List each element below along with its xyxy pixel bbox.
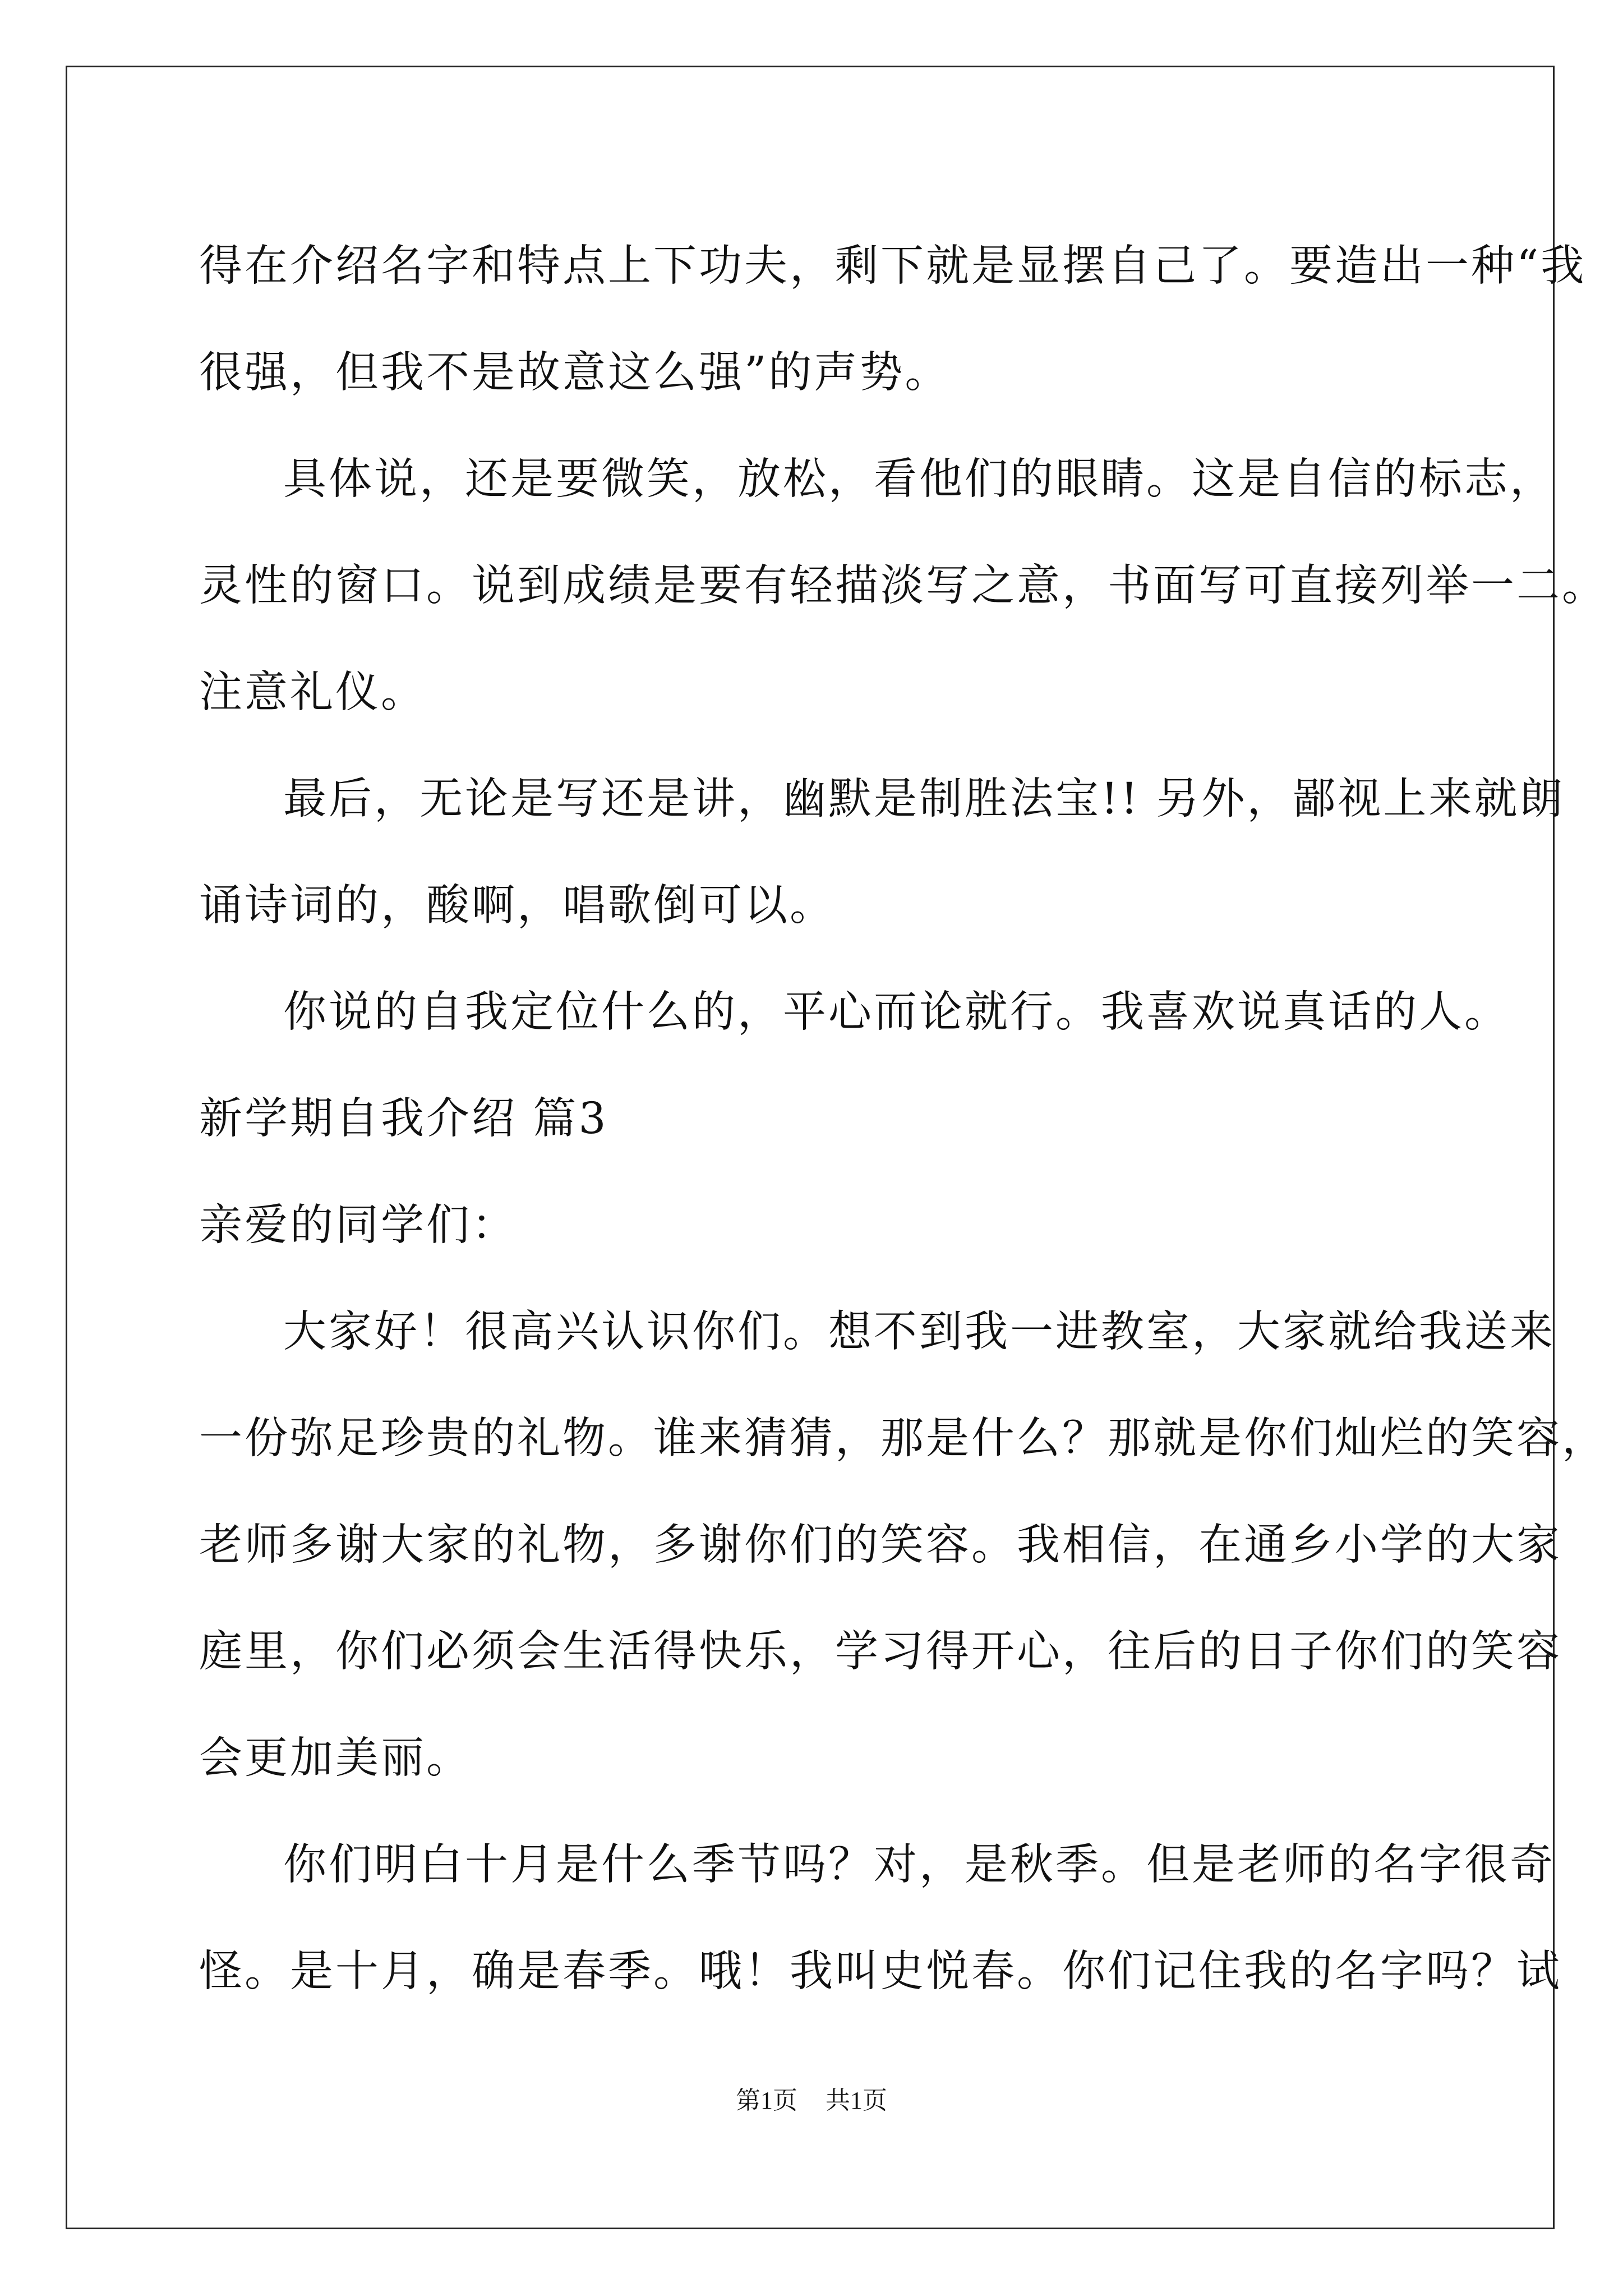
document-body [199, 213, 1607, 2025]
page-total: 共1页 [826, 2087, 887, 2114]
text-line: 诵诗词的，酸啊，唱歌倒可以。 [199, 881, 835, 931]
text-line: 老师多谢大家的礼物，多谢你们的笑容。我相信，在通乡小学的大家 [199, 1520, 1562, 1570]
page-footer [0, 2084, 1623, 2118]
text-line: 得在介绍名字和特点上下功夫，剩下就是显摆自己了。要造出一种“我 [199, 241, 1587, 291]
text-line: 你说的自我定位什么的，平心而论就行。我喜欢说真话的人。 [283, 987, 1510, 1037]
text-line: 具体说，还是要微笑，放松，看他们的眼睛。这是自信的标志， [283, 454, 1555, 504]
text-line: 一份弥足珍贵的礼物。谁来猜猜，那是什么？那就是你们灿烂的笑容， [199, 1414, 1607, 1464]
salutation: 亲爱的同学们： [199, 1200, 517, 1250]
text-line: 会更加美丽。 [199, 1733, 472, 1783]
text-line: 灵性的窗口。说到成绩是要有轻描淡写之意，书面写可直接列举一二。 [199, 561, 1607, 611]
page-number: 第1页 [736, 2087, 797, 2114]
text-line: 很强，但我不是故意这么强”的声势。 [199, 348, 951, 398]
text-line: 注意礼仪。 [199, 668, 426, 717]
text-line: 最后，无论是写还是讲，幽默是制胜法宝!! 另外，鄙视上来就朗 [283, 774, 1565, 824]
text-line: 大家好！很高兴认识你们。想不到我一进教室，大家就给我送来 [283, 1307, 1555, 1357]
section-heading: 新学期自我介绍 篇3 [199, 1094, 608, 1144]
text-line: 怪。是十月，确是春季。哦！我叫史悦春。你们记住我的名字吗？试 [199, 1947, 1562, 1996]
text-line: 你们明白十月是什么季节吗？对，是秋季。但是老师的名字很奇 [283, 1840, 1555, 1890]
text-line: 庭里，你们必须会生活得快乐，学习得开心，往后的日子你们的笑容 [199, 1627, 1562, 1677]
